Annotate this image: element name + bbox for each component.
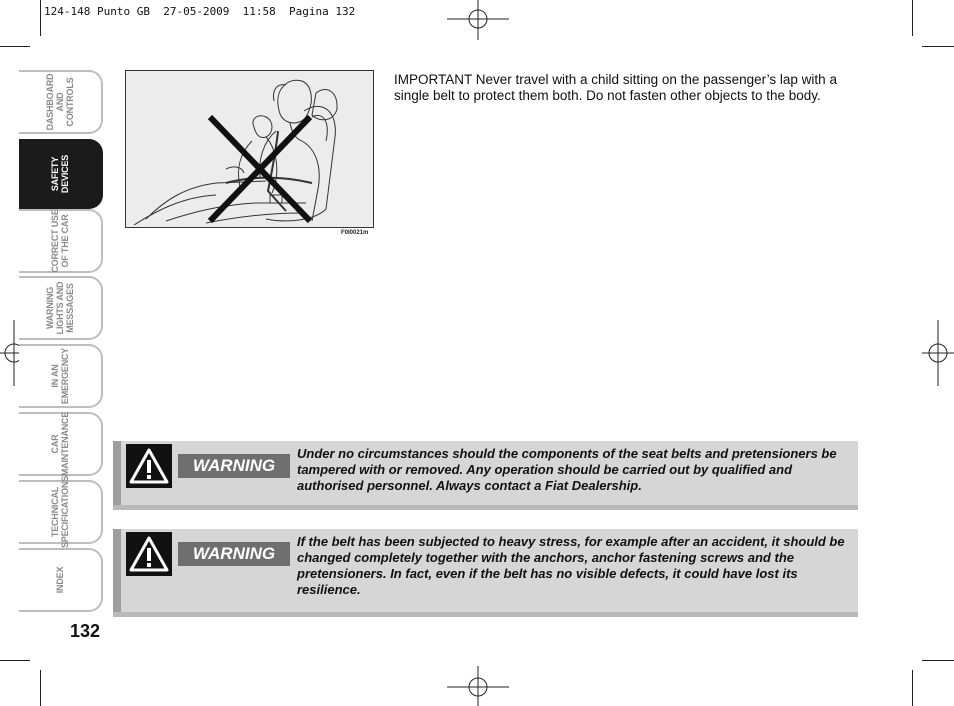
registration-mark-bottom [447, 666, 509, 706]
child-on-lap-illustration [125, 70, 374, 228]
tab-correct-use-of-the-car[interactable] [19, 209, 103, 273]
tab-safety-devices[interactable] [19, 139, 103, 209]
tab-warning-lights-and-messages[interactable] [19, 276, 103, 340]
crop-mark-tl-h [0, 46, 30, 47]
crop-mark-bl-h [0, 660, 30, 661]
crop-mark-br-v [912, 670, 913, 706]
warning-triangle-icon [126, 532, 172, 576]
tab-label: TECHNICAL SPECIFICATIONS [50, 475, 70, 549]
tab-label: CAR MAINTENANCE [50, 411, 70, 477]
warning-box-edge [113, 612, 858, 617]
warning-box-2 [113, 529, 858, 617]
tab-label: INDEX [55, 566, 65, 594]
page-number: 132 [70, 621, 101, 641]
crop-mark-tr-h [922, 46, 954, 47]
warning-text: Under no circumstances should the components of the seat belts and pretensioners be tampered with or removed. Any operation should be carried out by qualified and authorised personnel. Always contact a Fiat Dealership. [297, 446, 837, 493]
crop-mark-br-h [922, 660, 954, 661]
warning-box-1 [113, 441, 858, 510]
warning-box-edge [113, 529, 121, 617]
crop-mark-tr-v [912, 0, 913, 36]
illustration-drawing [126, 71, 374, 228]
warning-label: WARNING [178, 454, 290, 478]
warning-label: WARNING [178, 542, 290, 566]
tab-label: WARNING LIGHTS AND MESSAGES [45, 281, 75, 335]
tab-car-maintenance[interactable] [19, 412, 103, 476]
tab-label: DASHBOARD AND CONTROLS [45, 73, 75, 131]
crop-mark-tl-v [40, 0, 41, 36]
tab-label: SAFETY DEVICES [50, 154, 70, 194]
tab-index[interactable] [19, 548, 103, 612]
tab-dashboard-and-controls[interactable] [19, 70, 103, 134]
important-note: IMPORTANT Never travel with a child sitting on the passenger’s lap with a single belt to protect them both. Do not fasten other objects to the body. [394, 72, 837, 103]
tab-technical-specifications[interactable] [19, 475, 103, 549]
warning-box-edge [113, 441, 121, 510]
warning-triangle-icon [126, 444, 172, 488]
tab-label: IN AN EMERGENCY [50, 347, 70, 405]
warning-box-edge [113, 505, 858, 510]
registration-mark-top [447, 0, 509, 40]
warning-text: If the belt has been subjected to heavy stress, for example after an accident, it should be changed completely together with the anchors, anchor fastening screws and the pretensioners. In fact, even if the belt has no visible defects, it could have lost its resilience. [297, 534, 845, 597]
tab-label: CORRECT USE OF THE CAR [50, 209, 70, 273]
crop-mark-bl-v [40, 670, 41, 706]
print-slug: 124-148 Punto GB 27-05-2009 11:58 Pagina 132 [44, 5, 356, 18]
registration-mark-right [922, 320, 954, 386]
tab-in-an-emergency[interactable] [19, 344, 103, 408]
figure-code: F0I0021m [341, 230, 369, 236]
